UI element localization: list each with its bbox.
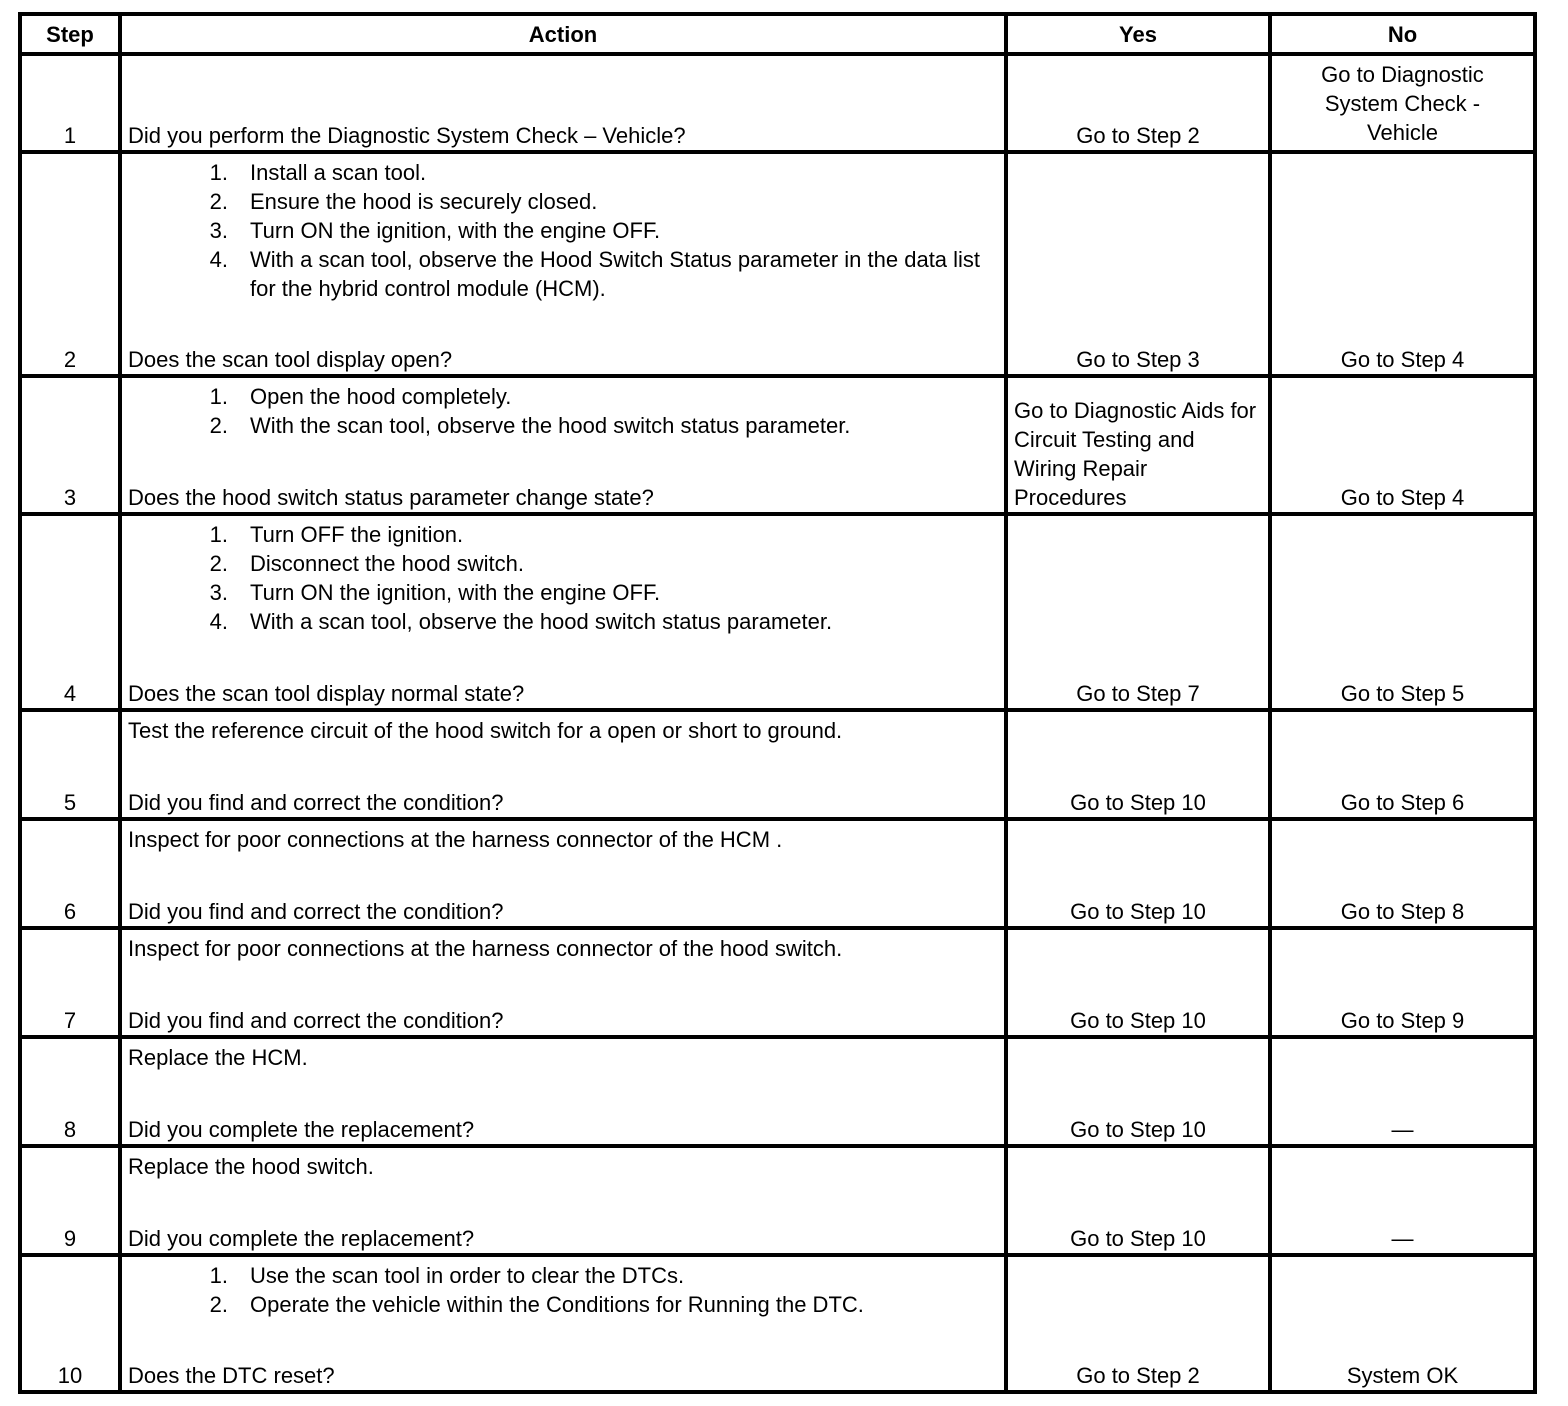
list-item-number: 4.	[209, 609, 228, 634]
yes-result: Go to Step 10	[1006, 928, 1270, 1037]
action-list-item	[128, 158, 998, 187]
no-result: Go to Step 5	[1270, 514, 1535, 710]
no-result: Go to Step 9	[1270, 928, 1535, 1037]
action-instructions	[128, 1150, 998, 1181]
list-item-text: Turn ON the ignition, with the engine OFF.	[250, 218, 661, 243]
action-cell	[120, 1255, 1006, 1392]
action-question: Did you complete the replacement?	[128, 1117, 475, 1142]
action-question: Does the hood switch status parameter change state?	[128, 485, 654, 510]
table-row	[20, 514, 1535, 710]
action-list-item	[128, 578, 998, 607]
action-question: Did you find and correct the condition?	[128, 899, 504, 924]
step-number: 5	[20, 710, 120, 819]
action-question: Did you find and correct the condition?	[128, 790, 504, 815]
header-no: No	[1270, 14, 1535, 54]
step-number: 9	[20, 1146, 120, 1255]
no-result: Go to Step 4	[1270, 376, 1535, 514]
list-item-number: 1.	[209, 160, 228, 185]
list-item-number: 2.	[209, 551, 228, 576]
action-instructions	[128, 518, 998, 636]
no-result: Go to Step 6	[1270, 710, 1535, 819]
yes-result: Go to Step 2	[1006, 1255, 1270, 1392]
action-list	[128, 1261, 998, 1319]
action-instructions	[128, 823, 998, 854]
action-instructions	[128, 1041, 998, 1072]
action-intro: Replace the hood switch.	[128, 1154, 374, 1179]
action-cell	[120, 514, 1006, 710]
table-body	[20, 54, 1535, 1392]
list-item-number: 4.	[209, 247, 228, 272]
no-result: System OK	[1270, 1255, 1535, 1392]
list-item-text: Install a scan tool.	[250, 160, 427, 185]
no-result: —	[1270, 1037, 1535, 1146]
action-list-item	[128, 520, 998, 549]
action-instructions	[128, 932, 998, 963]
action-intro: Inspect for poor connections at the harness connector of the hood switch.	[128, 936, 843, 961]
action-list	[128, 382, 998, 440]
no-result: Go to Diagnostic System Check - Vehicle	[1270, 54, 1535, 152]
header-row	[20, 14, 1535, 54]
list-item-text: Open the hood completely.	[250, 384, 512, 409]
step-number: 7	[20, 928, 120, 1037]
action-intro: Replace the HCM.	[128, 1045, 308, 1070]
yes-result: Go to Step 7	[1006, 514, 1270, 710]
list-item-text: With a scan tool, observe the Hood Switch Status parameter in the data list for the hybrid control module (HCM).	[250, 247, 981, 301]
table-row	[20, 1146, 1535, 1255]
table-row	[20, 928, 1535, 1037]
action-instructions	[128, 1259, 998, 1319]
list-item-text: Use the scan tool in order to clear the DTCs.	[250, 1263, 685, 1288]
action-list-item	[128, 1290, 998, 1319]
table-row	[20, 1037, 1535, 1146]
table-row	[20, 376, 1535, 514]
list-item-number: 2.	[209, 413, 228, 438]
table-row	[20, 710, 1535, 819]
list-item-text: Ensure the hood is securely closed.	[250, 189, 598, 214]
list-item-number: 1.	[209, 1263, 228, 1288]
yes-result: Go to Diagnostic Aids for Circuit Testing and Wiring Repair Procedures	[1006, 376, 1270, 514]
action-intro: Test the reference circuit of the hood switch for a open or short to ground.	[128, 718, 843, 743]
action-cell	[120, 376, 1006, 514]
step-number: 6	[20, 819, 120, 928]
step-number: 8	[20, 1037, 120, 1146]
step-number: 4	[20, 514, 120, 710]
action-list-item	[128, 549, 998, 578]
action-cell	[120, 54, 1006, 152]
action-cell	[120, 928, 1006, 1037]
action-cell	[120, 819, 1006, 928]
action-question: Does the scan tool display normal state?	[128, 681, 525, 706]
action-question: Does the DTC reset?	[128, 1363, 335, 1388]
yes-result: Go to Step 10	[1006, 1146, 1270, 1255]
action-instructions	[128, 380, 998, 440]
action-cell	[120, 710, 1006, 819]
action-question: Did you complete the replacement?	[128, 1226, 475, 1251]
list-item-text: Disconnect the hood switch.	[250, 551, 524, 576]
list-item-text: Turn ON the ignition, with the engine OFF.	[250, 580, 661, 605]
action-list-item	[128, 245, 998, 303]
yes-result: Go to Step 3	[1006, 152, 1270, 376]
diagnostic-table	[18, 12, 1537, 1394]
action-list	[128, 158, 998, 303]
list-item-number: 3.	[209, 580, 228, 605]
action-cell	[120, 1146, 1006, 1255]
list-item-text: Turn OFF the ignition.	[250, 522, 464, 547]
yes-result: Go to Step 10	[1006, 1037, 1270, 1146]
table-row	[20, 819, 1535, 928]
action-instructions	[128, 714, 998, 745]
action-cell	[120, 1037, 1006, 1146]
action-list-item	[128, 216, 998, 245]
list-item-text: Operate the vehicle within the Conditions for Running the DTC.	[250, 1292, 864, 1317]
no-result: —	[1270, 1146, 1535, 1255]
step-number: 3	[20, 376, 120, 514]
no-result: Go to Step 8	[1270, 819, 1535, 928]
header-step: Step	[20, 14, 120, 54]
list-item-number: 2.	[209, 189, 228, 214]
header-yes: Yes	[1006, 14, 1270, 54]
step-number: 10	[20, 1255, 120, 1392]
list-item-number: 1.	[209, 384, 228, 409]
action-list	[128, 520, 998, 636]
step-number: 1	[20, 54, 120, 152]
action-question: Did you find and correct the condition?	[128, 1008, 504, 1033]
action-instructions	[128, 156, 998, 303]
action-list-item	[128, 1261, 998, 1290]
list-item-number: 1.	[209, 522, 228, 547]
list-item-number: 3.	[209, 218, 228, 243]
action-question: Did you perform the Diagnostic System Check – Vehicle?	[128, 123, 686, 148]
step-number: 2	[20, 152, 120, 376]
header-action: Action	[120, 14, 1006, 54]
action-intro: Inspect for poor connections at the harness connector of the HCM .	[128, 827, 783, 852]
table-row	[20, 152, 1535, 376]
list-item-number: 2.	[209, 1292, 228, 1317]
table-row	[20, 54, 1535, 152]
table-row	[20, 1255, 1535, 1392]
action-cell	[120, 152, 1006, 376]
action-list-item	[128, 411, 998, 440]
yes-result: Go to Step 10	[1006, 819, 1270, 928]
action-list-item	[128, 187, 998, 216]
action-list-item	[128, 607, 998, 636]
yes-result: Go to Step 2	[1006, 54, 1270, 152]
list-item-text: With the scan tool, observe the hood switch status parameter.	[250, 413, 851, 438]
list-item-text: With a scan tool, observe the hood switch status parameter.	[250, 609, 833, 634]
action-list-item	[128, 382, 998, 411]
no-result: Go to Step 4	[1270, 152, 1535, 376]
action-question: Does the scan tool display open?	[128, 347, 453, 372]
yes-result: Go to Step 10	[1006, 710, 1270, 819]
